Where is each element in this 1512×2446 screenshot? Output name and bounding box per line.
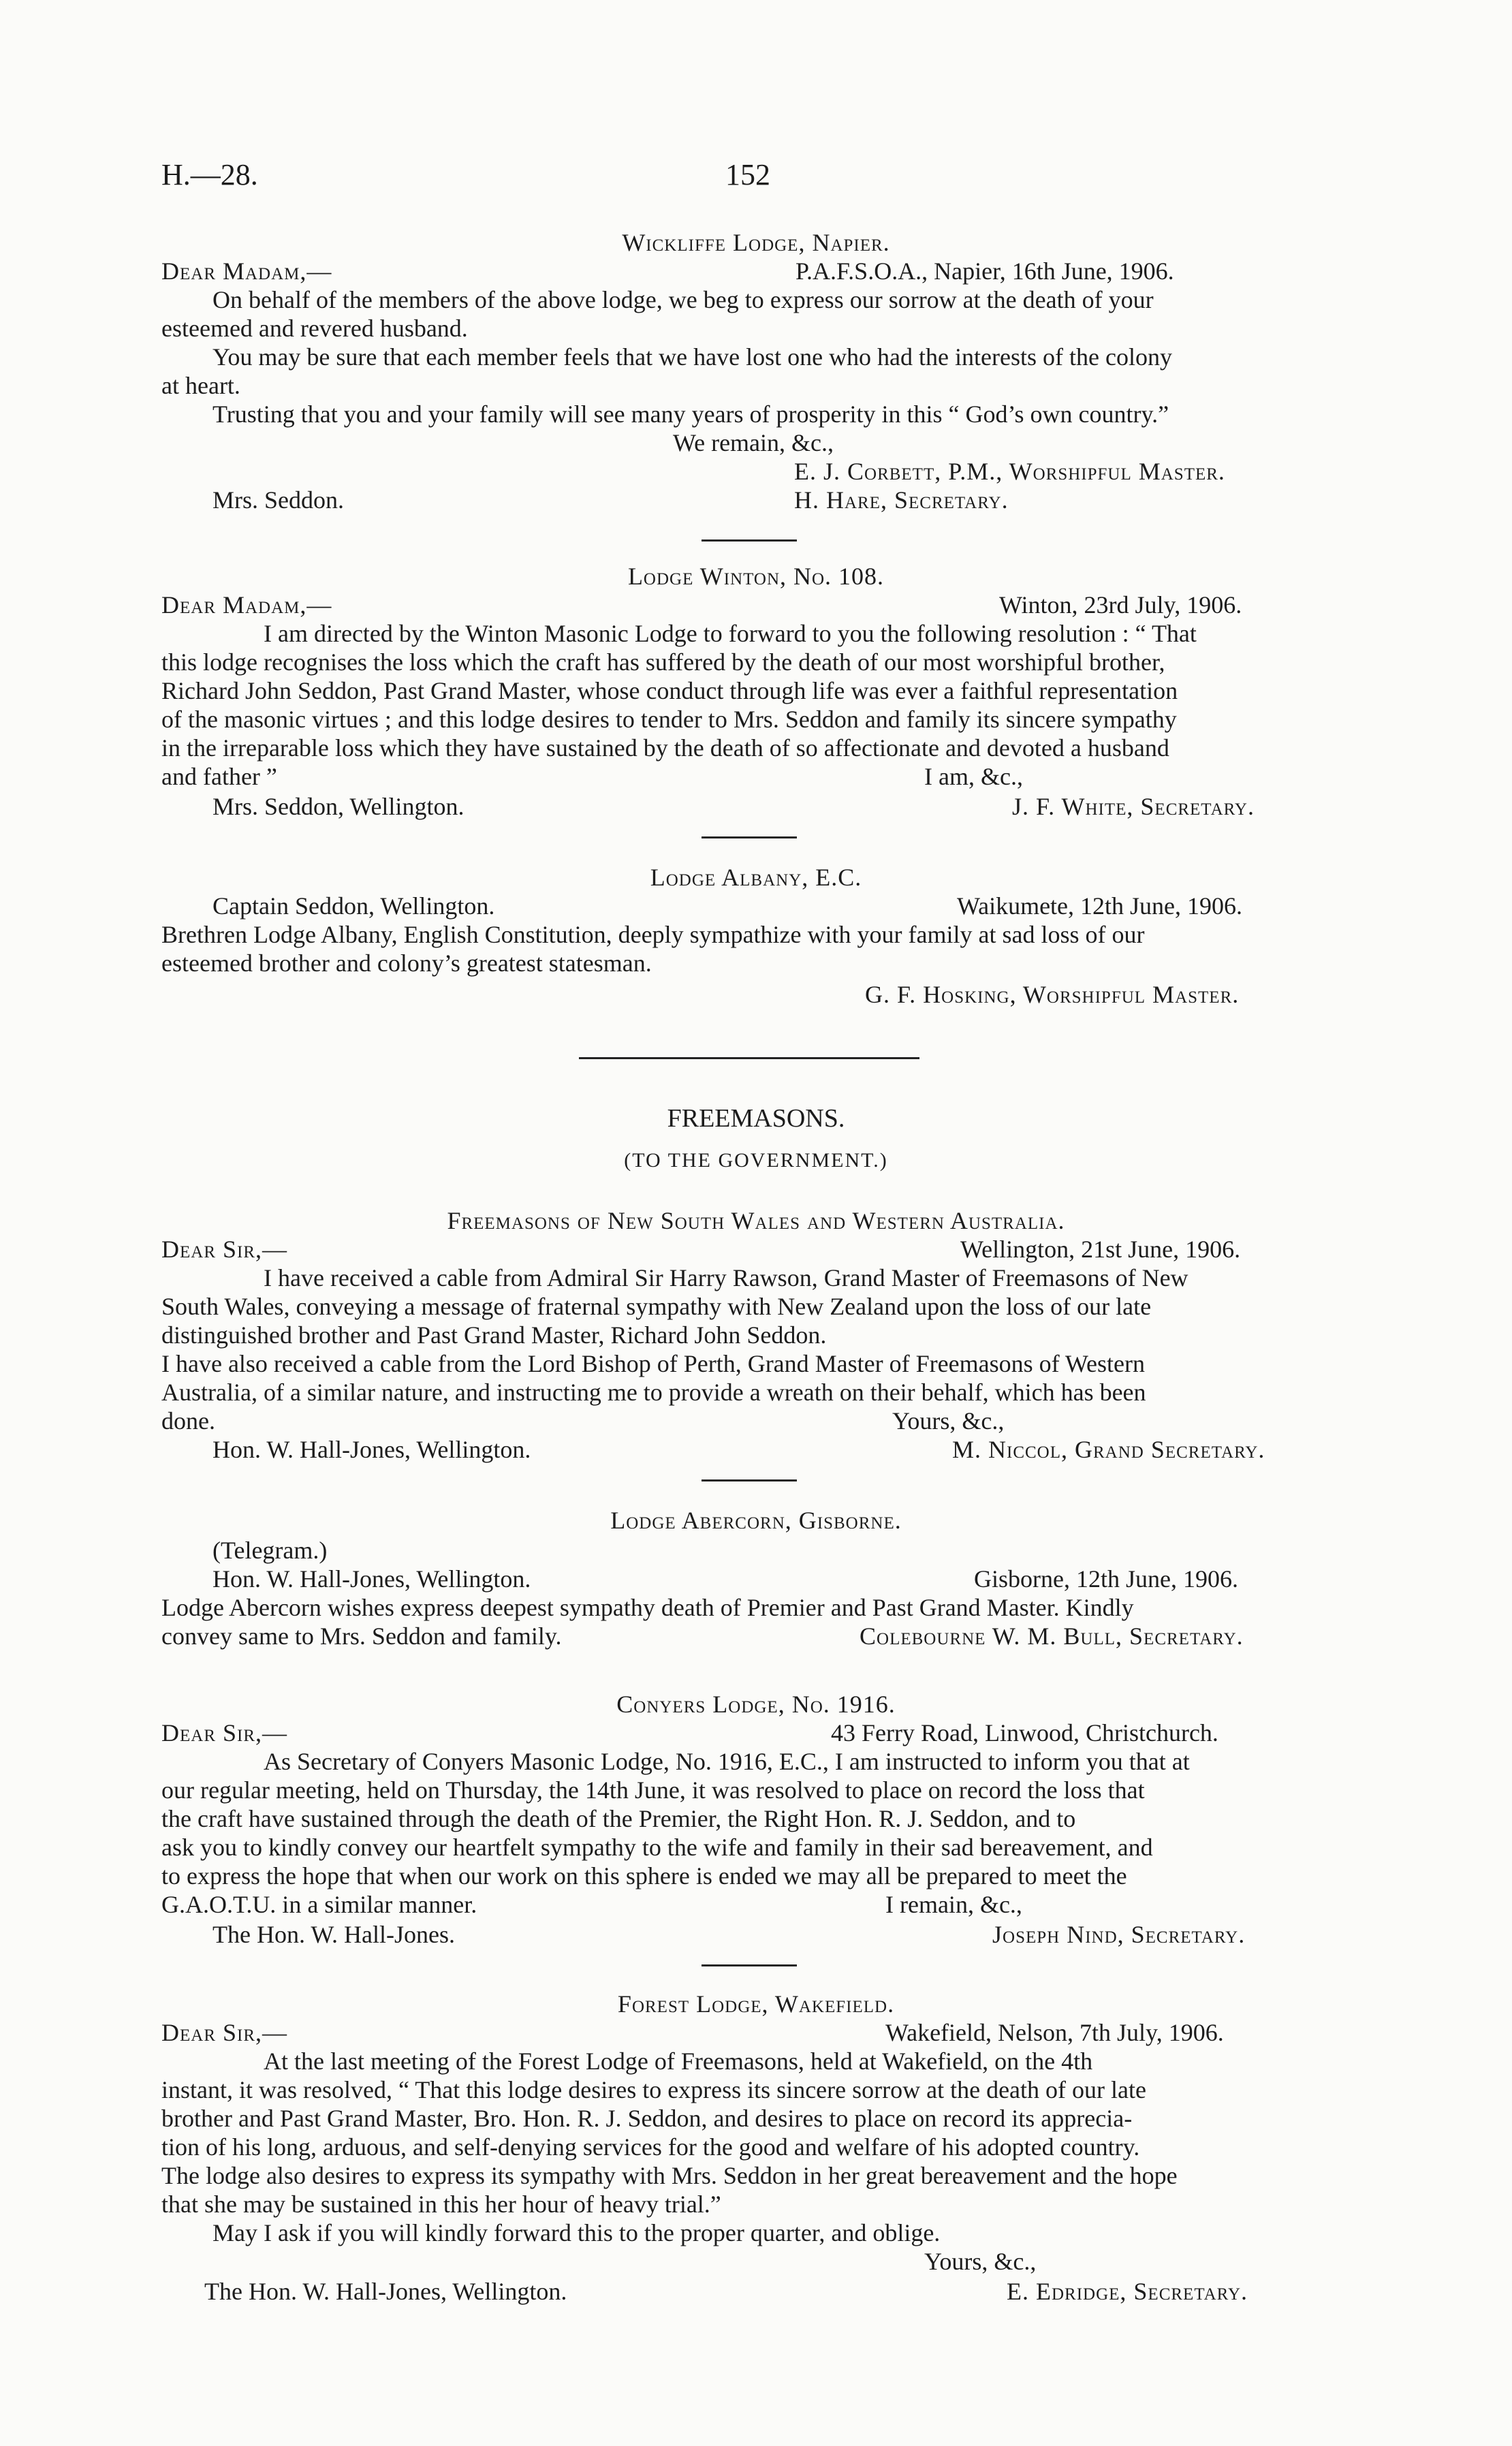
place-date: Wakefield, Nelson, 7th July, 1906. xyxy=(885,2019,1224,2046)
place-date: Gisborne, 12th June, 1906. xyxy=(974,1565,1238,1593)
body-line: Lodge Abercorn wishes express deepest sympathy death of Premier and Past Grand Master. Kindly xyxy=(161,1594,1134,1621)
body-line: Brethren Lodge Albany, English Constitution, deeply sympathize with your family at sad loss of our xyxy=(161,921,1145,948)
body-line: in the irreparable loss which they have sustained by the death of so affectionate and devoted a husband xyxy=(161,734,1169,762)
body-line: At the last meeting of the Forest Lodge of Freemasons, held at Wakefield, on the 4th xyxy=(264,2048,1093,2075)
page-number: 152 xyxy=(725,158,770,191)
signature: E. Edridge, Secretary. xyxy=(1007,2278,1248,2305)
section-divider xyxy=(702,539,797,542)
telegram-note: (Telegram.) xyxy=(212,1537,328,1564)
addressee: Hon. W. Hall-Jones, Wellington. xyxy=(212,1565,531,1593)
section-divider xyxy=(702,1479,797,1481)
body-line: distinguished brother and Past Grand Master, Richard John Seddon. xyxy=(161,1321,827,1349)
place-date: Wellington, 21st June, 1906. xyxy=(960,1236,1241,1263)
section-title-wickliffe: Wickliffe Lodge, Napier. xyxy=(622,229,890,256)
salutation: Dear Sir,— xyxy=(161,2019,288,2046)
chapter-subtitle: (TO THE GOVERNMENT.) xyxy=(624,1149,888,1172)
closing: Yours, &c., xyxy=(924,2248,1037,2275)
addressee: Hon. W. Hall-Jones, Wellington. xyxy=(212,1436,531,1463)
addressee: Mrs. Seddon. xyxy=(212,486,345,514)
signature: Colebourne W. M. Bull, Secretary. xyxy=(860,1622,1244,1650)
signature: J. F. White, Secretary. xyxy=(1012,793,1255,820)
addressee: The Hon. W. Hall-Jones, Wellington. xyxy=(204,2278,567,2305)
section-title-abercorn: Lodge Abercorn, Gisborne. xyxy=(610,1507,902,1534)
salutation: Dear Madam,— xyxy=(161,257,332,285)
signature: Joseph Nind, Secretary. xyxy=(992,1921,1246,1948)
body-line: Australia, of a similar nature, and instructing me to provide a wreath on their behalf, which has been xyxy=(161,1379,1146,1406)
chapter-title: FREEMASONS. xyxy=(667,1104,845,1133)
closing: I am, &c., xyxy=(924,763,1023,790)
closing: I remain, &c., xyxy=(885,1891,1022,1918)
document-code: H.—28. xyxy=(161,158,258,191)
body-line: I have also received a cable from the Lord Bishop of Perth, Grand Master of Freemasons of Western xyxy=(161,1350,1145,1377)
closing: Yours, &c., xyxy=(892,1407,1005,1434)
signature: M. Niccol, Grand Secretary. xyxy=(952,1436,1265,1463)
body-line: the craft have sustained through the death of the Premier, the Right Hon. R. J. Seddon, and to xyxy=(161,1805,1076,1832)
section-title-forest: Forest Lodge, Wakefield. xyxy=(617,1990,895,2018)
body-line: On behalf of the members of the above lodge, we beg to express our sorrow at the death of your xyxy=(212,286,1154,313)
body-line: Richard John Seddon, Past Grand Master, whose conduct through life was ever a faithful representation xyxy=(161,677,1178,704)
closing: We remain, &c., xyxy=(673,429,834,456)
signature: H. Hare, Secretary. xyxy=(794,486,1009,514)
place-date: 43 Ferry Road, Linwood, Christchurch. xyxy=(831,1719,1218,1746)
body-line: ask you to kindly convey our heartfelt sympathy to the wife and family in their sad bereavement, and xyxy=(161,1834,1153,1861)
place-date: Winton, 23rd July, 1906. xyxy=(999,591,1242,618)
body-line: brother and Past Grand Master, Bro. Hon. R. J. Seddon, and desires to place on record its apprecia- xyxy=(161,2105,1133,2132)
body-line: esteemed brother and colony’s greatest statesman. xyxy=(161,950,652,977)
body-line: The lodge also desires to express its sympathy with Mrs. Seddon in her great bereavement and the hope xyxy=(161,2162,1178,2189)
body-line: You may be sure that each member feels that we have lost one who had the interests of the colony xyxy=(212,343,1172,371)
body-line: esteemed and revered husband. xyxy=(161,315,468,342)
body-line: I have received a cable from Admiral Sir Harry Rawson, Grand Master of Freemasons of New xyxy=(264,1264,1188,1291)
section-title-winton: Lodge Winton, No. 108. xyxy=(627,563,885,590)
signature: E. J. Corbett, P.M., Worshipful Master. xyxy=(794,458,1225,485)
place-date: P.A.F.S.O.A., Napier, 16th June, 1906. xyxy=(796,257,1174,285)
salutation: Dear Madam,— xyxy=(161,591,332,618)
section-divider xyxy=(702,836,797,838)
body-line: convey same to Mrs. Seddon and family. xyxy=(161,1622,562,1650)
addressee: Mrs. Seddon, Wellington. xyxy=(212,793,464,820)
body-line: our regular meeting, held on Thursday, the 14th June, it was resolved to place on record the loss that xyxy=(161,1776,1145,1804)
body-line: May I ask if you will kindly forward this to the proper quarter, and oblige. xyxy=(212,2219,941,2246)
body-line: this lodge recognises the loss which the craft has suffered by the death of our most worshipful brother, xyxy=(161,648,1165,676)
place-date: Waikumete, 12th June, 1906. xyxy=(957,892,1243,920)
body-line: As Secretary of Conyers Masonic Lodge, No. 1916, E.C., I am instructed to inform you that at xyxy=(264,1748,1190,1775)
body-line: I am directed by the Winton Masonic Lodge to forward to you the following resolution : “ That xyxy=(264,620,1197,647)
salutation: Dear Sir,— xyxy=(161,1236,288,1263)
body-line: at heart. xyxy=(161,372,240,399)
section-title-albany: Lodge Albany, E.C. xyxy=(650,864,862,891)
body-line: instant, it was resolved, “ That this lodge desires to express its sincere sorrow at the death of our late xyxy=(161,2076,1146,2103)
body-line: done. xyxy=(161,1407,215,1434)
body-line: Trusting that you and your family will see many years of prosperity in this “ God’s own country.” xyxy=(212,401,1169,428)
body-line: tion of his long, arduous, and self-denying services for the good and welfare of his adopted country. xyxy=(161,2133,1140,2161)
body-line: to express the hope that when our work on this sphere is ended we may all be prepared to meet the xyxy=(161,1862,1127,1890)
body-line: South Wales, conveying a message of fraternal sympathy with New Zealand upon the loss of our late xyxy=(161,1293,1152,1320)
body-line: of the masonic virtues ; and this lodge desires to tender to Mrs. Seddon and family its sincere sympathy xyxy=(161,706,1177,733)
salutation: Dear Sir,— xyxy=(161,1719,288,1746)
signature: G. F. Hosking, Worshipful Master. xyxy=(865,981,1240,1008)
body-line: and father ” xyxy=(161,763,277,790)
major-divider xyxy=(579,1057,919,1059)
section-title-nsw-wa: Freemasons of New South Wales and Western Australia. xyxy=(447,1207,1065,1234)
body-line: G.A.O.T.U. in a similar manner. xyxy=(161,1891,477,1918)
addressee: Captain Seddon, Wellington. xyxy=(212,892,495,920)
addressee: The Hon. W. Hall-Jones. xyxy=(212,1921,455,1948)
section-title-conyers: Conyers Lodge, No. 1916. xyxy=(616,1691,896,1718)
section-divider xyxy=(702,1964,797,1966)
body-line: that she may be sustained in this her hour of heavy trial.” xyxy=(161,2191,721,2218)
